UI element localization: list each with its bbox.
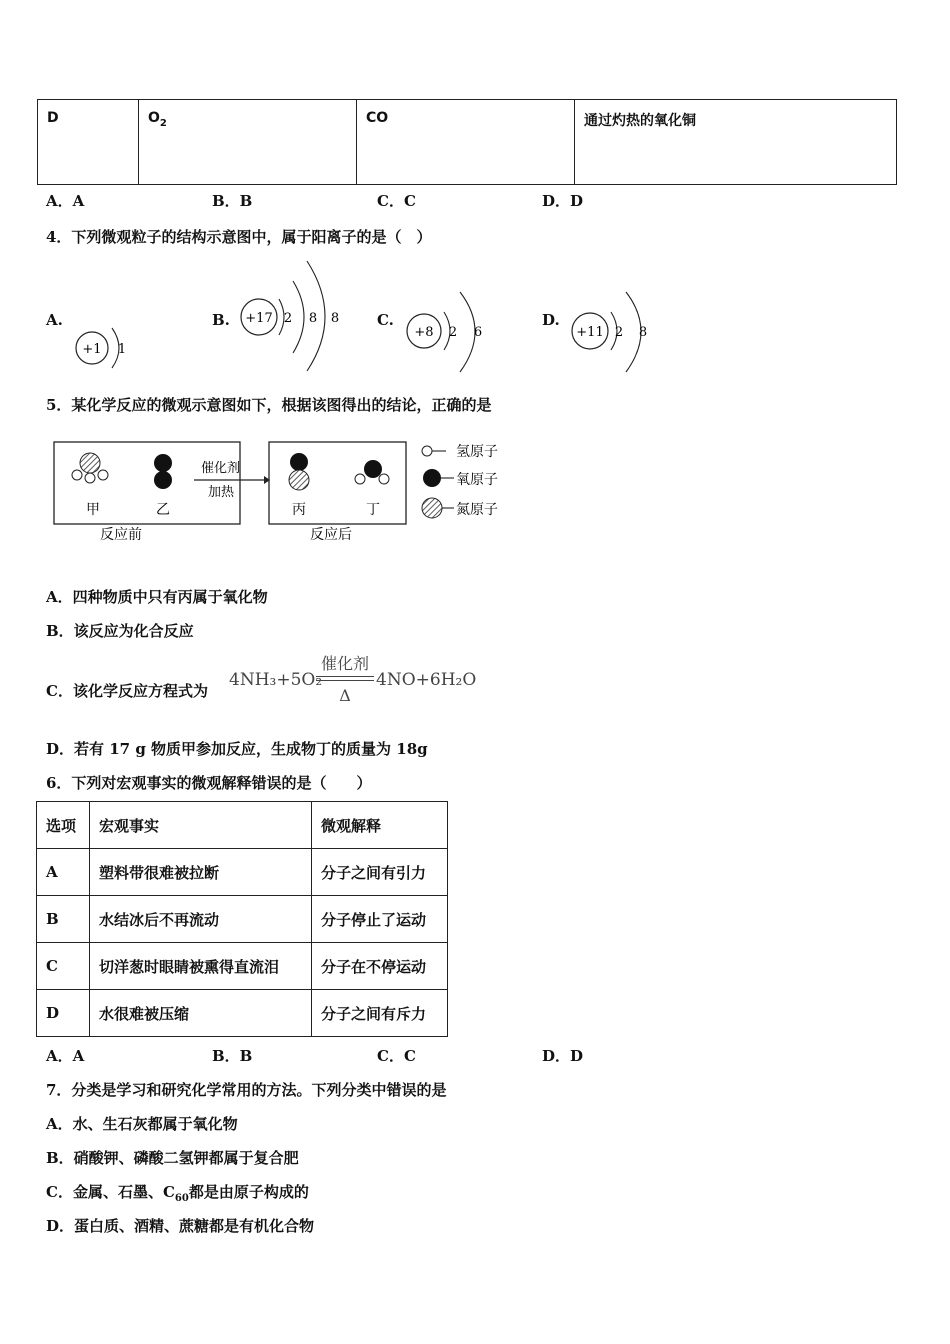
label-jia: 甲 — [86, 502, 100, 518]
molecule-ding — [355, 460, 389, 484]
table-row — [38, 100, 897, 185]
table-row — [37, 990, 448, 1037]
q7-option-c[interactable] — [46, 1181, 309, 1204]
electron-shell-2 — [460, 292, 475, 372]
label-before: 反应前 — [100, 527, 142, 543]
label-after: 反应后 — [310, 527, 352, 543]
atom-diagram-c — [400, 288, 500, 376]
q3-option-c[interactable]: C．C — [377, 192, 416, 210]
q3-cell-reagent: $O_2$ — [139, 100, 357, 185]
table-row — [37, 849, 448, 896]
table-row — [37, 896, 448, 943]
cell-fact: 水结冰后不再流动 — [90, 896, 312, 943]
hydrogen-atom — [355, 474, 365, 484]
cell-option: C — [37, 943, 90, 990]
q7-option-c-sub: 60 — [174, 1193, 189, 1204]
q7-stem: 7．分类是学习和研究化学常用的方法。下列分类中错误的是 — [46, 1081, 447, 1099]
hydrogen-atom — [379, 474, 389, 484]
q3-option-b[interactable]: B．B — [212, 192, 253, 210]
oxygen-atom — [154, 454, 172, 472]
oxygen-atom — [364, 460, 382, 478]
q6-option-a[interactable]: A．A — [46, 1047, 85, 1065]
shell-electrons-2: 6 — [473, 325, 483, 340]
label-bing: 丙 — [292, 502, 306, 518]
q3-cell-method: 通过灼热的氧化铜 — [575, 100, 897, 185]
legend-nitrogen-icon — [422, 498, 442, 518]
condition-heat: 加热 — [208, 485, 235, 500]
nitrogen-atom — [80, 453, 100, 473]
cell-fact: 塑料带很难被拉断 — [90, 849, 312, 896]
label-ding: 丁 — [366, 502, 380, 518]
oxygen-atom — [290, 453, 308, 471]
nucleus-charge: +17 — [245, 311, 273, 326]
molecule-yi — [154, 454, 172, 489]
q3-cell-label: D — [38, 100, 139, 185]
cell-option: A — [37, 849, 90, 896]
hydrogen-atom — [85, 473, 95, 483]
cell-explanation: 分子之间有引力 — [312, 849, 448, 896]
molecule-jia — [72, 453, 108, 483]
legend-oxygen-icon — [423, 469, 441, 487]
table-header-row — [37, 802, 448, 849]
shell-electrons-2: 8 — [638, 325, 648, 340]
q6-option-b[interactable]: B．B — [212, 1047, 253, 1065]
q4-stem: 4．下列微观粒子的结构示意图中，属于阳离子的是（ ） — [46, 228, 432, 246]
q3-option-d[interactable]: D．D — [542, 192, 584, 210]
equation-condition-bottom: Δ — [339, 686, 351, 705]
legend-hydrogen-icon — [422, 446, 432, 456]
hydrogen-atom — [72, 470, 82, 480]
legend-oxygen: 氧原子 — [456, 472, 498, 488]
q4-option-b-label[interactable]: B. — [212, 311, 230, 329]
q7-option-b[interactable]: B．硝酸钾、磷酸二氢钾都属于复合肥 — [46, 1149, 299, 1167]
nucleus-charge: +11 — [576, 325, 604, 340]
header-micro-explanation: 微观解释 — [312, 802, 448, 849]
q7-option-c-prefix: C．金属、石墨、C — [46, 1183, 175, 1201]
q3-option-a[interactable]: A．A — [46, 192, 85, 210]
shell-electrons-1: 2 — [448, 325, 458, 340]
equation-products: 4NO+6H₂O — [376, 670, 477, 690]
legend-nitrogen: 氮原子 — [456, 502, 498, 518]
electron-shell-2 — [293, 281, 304, 353]
equation-condition-top: 催化剂 — [320, 654, 369, 673]
atom-diagram-d — [566, 288, 666, 376]
cell-option: D — [37, 990, 90, 1037]
legend-hydrogen: 氢原子 — [456, 444, 498, 460]
cell-fact: 切洋葱时眼睛被熏得直流泪 — [90, 943, 312, 990]
q6-stem: 6．下列对宏观事实的微观解释错误的是（ ） — [46, 774, 372, 792]
nucleus-charge: +1 — [82, 342, 102, 357]
equation-reactants: 4NH₃+5O₂ — [229, 670, 323, 690]
equation-bar-1 — [316, 676, 374, 677]
table-row — [37, 943, 448, 990]
before-box — [54, 442, 240, 524]
cell-explanation: 分子停止了运动 — [312, 896, 448, 943]
q7-option-c-suffix: 都是由原子构成的 — [188, 1183, 309, 1201]
header-option: 选项 — [37, 802, 90, 849]
q7-option-a[interactable]: A．水、生石灰都属于氧化物 — [46, 1115, 238, 1133]
shell-electrons-1: 2 — [283, 311, 293, 326]
nitrogen-atom — [289, 470, 309, 490]
shell-electrons-2: 8 — [308, 311, 318, 326]
molecule-bing — [289, 453, 309, 490]
q3-table — [37, 99, 897, 185]
q5-reaction-figure — [48, 432, 518, 550]
q6-table — [36, 801, 448, 1037]
oxygen-atom — [154, 471, 172, 489]
cell-fact: 水很难被压缩 — [90, 990, 312, 1037]
label-yi: 乙 — [156, 502, 170, 518]
atom-diagram-b — [235, 255, 355, 375]
header-macro-fact: 宏观事实 — [90, 802, 312, 849]
q6-option-d[interactable]: D．D — [542, 1047, 584, 1065]
shell-electrons-1: 2 — [614, 325, 624, 340]
condition-catalyst: 催化剂 — [201, 461, 241, 476]
q4-option-d-label[interactable]: D. — [542, 311, 560, 329]
hydrogen-atom — [98, 470, 108, 480]
q5-option-b[interactable]: B．该反应为化合反应 — [46, 622, 194, 640]
q5-option-a[interactable]: A．四种物质中只有丙属于氧化物 — [46, 588, 268, 606]
cell-explanation: 分子在不停运动 — [312, 943, 448, 990]
equation-bar-2 — [316, 680, 374, 681]
legend — [422, 444, 498, 518]
nucleus-charge: +8 — [414, 325, 434, 340]
q5-option-c[interactable]: C．该化学反应方程式为 — [46, 682, 208, 700]
q5-option-d[interactable]: D．若有 17 g 物质甲参加反应，生成物丁的质量为 18g — [46, 740, 428, 758]
q5-stem: 5．某化学反应的微观示意图如下，根据该图得出的结论，正确的是 — [46, 396, 492, 414]
q7-option-d[interactable]: D．蛋白质、酒精、蔗糖都是有机化合物 — [46, 1217, 315, 1235]
cell-option: B — [37, 896, 90, 943]
atom-diagram-a — [70, 322, 140, 374]
shell-electrons: 1 — [117, 342, 127, 357]
q4-option-c-label[interactable]: C. — [377, 311, 394, 329]
cell-explanation: 分子之间有斥力 — [312, 990, 448, 1037]
q4-option-a-label[interactable]: A. — [46, 311, 63, 329]
shell-electrons-3: 8 — [330, 311, 340, 326]
q6-option-c[interactable]: C．C — [377, 1047, 416, 1065]
q3-cell-impurity: CO — [357, 100, 575, 185]
